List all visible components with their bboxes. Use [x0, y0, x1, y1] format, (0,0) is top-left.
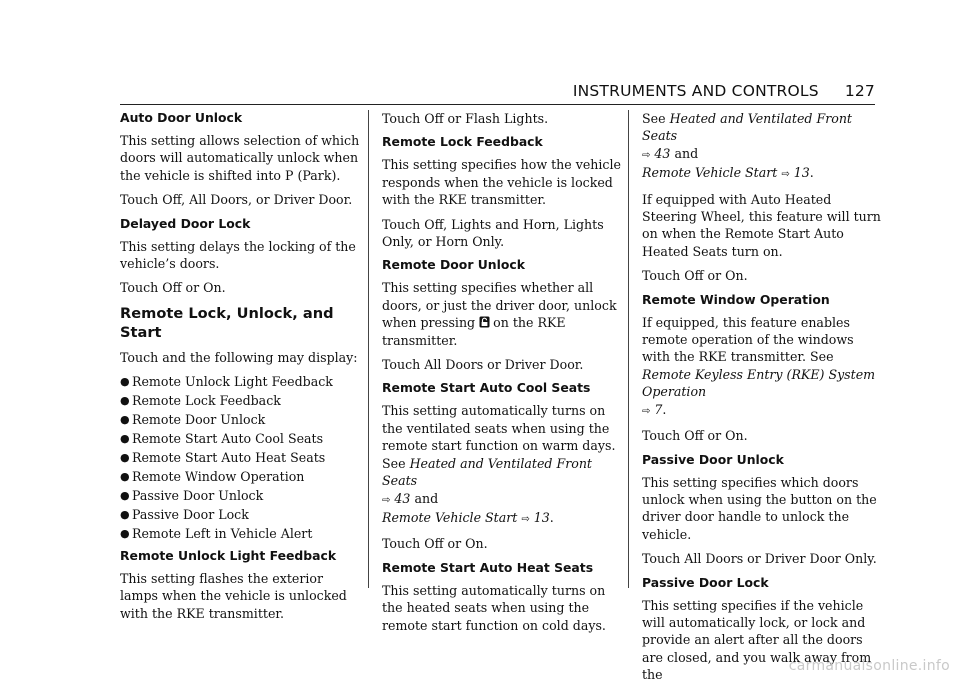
cross-reference[interactable]: Remote Vehicle Start — [642, 165, 778, 181]
column-divider-2 — [628, 110, 629, 588]
page-reference-arrow-icon: ⇨ — [642, 405, 651, 417]
paragraph: Touch Off or Flash Lights. — [382, 111, 549, 126]
settings-list — [120, 373, 360, 542]
column-divider-1 — [368, 110, 369, 588]
list-item: ● Remote Lock Feedback — [120, 393, 281, 409]
list-item: ● Remote Unlock Light Feedback — [120, 374, 333, 390]
paragraph: This setting specifies how the vehicle responds when the vehicle is locked with the RKE transmitter. — [382, 157, 621, 208]
paragraph: This setting automatically turns on the ventilated seats when using the remote start function on warm days. See Heated and Ventilated Front Seats ⇨ 43 and Remote Vehicle Start ⇨ 13. — [382, 403, 616, 525]
paragraph: This setting automatically turns on the heated seats when using the remote start function on cold days. — [382, 582, 606, 633]
section-title: INSTRUMENTS AND CONTROLS — [572, 82, 819, 100]
cross-reference[interactable]: Heated and Ventilated Front Seats — [642, 111, 852, 144]
paragraph: Touch Off or On. — [120, 280, 226, 296]
heading-passive-door-unlock: Passive Door Unlock — [642, 451, 784, 467]
bullet-icon: ● — [120, 488, 130, 502]
list-item: ● Remote Start Auto Cool Seats — [120, 430, 324, 446]
heading-remote-window-operation: Remote Window Operation — [642, 291, 830, 307]
column-1 — [120, 110, 360, 629]
heading-remote-door-unlock: Remote Door Unlock — [382, 257, 525, 273]
page-reference[interactable]: 43 — [394, 490, 411, 506]
page-reference[interactable]: 43 — [654, 145, 671, 161]
header-rule — [120, 104, 875, 105]
rke-unlock-button-icon — [479, 316, 490, 328]
paragraph: Touch Off, All Doors, or Driver Door. — [120, 192, 353, 208]
paragraph: Touch All Doors or Driver Door. — [382, 357, 584, 373]
heading-passive-door-lock: Passive Door Lock — [642, 574, 769, 590]
cross-reference[interactable]: Heated and Ventilated Front Seats — [382, 455, 592, 489]
column-2 — [382, 110, 622, 641]
bullet-icon: ● — [120, 526, 130, 540]
cross-reference[interactable]: Remote Vehicle Start — [382, 509, 518, 525]
paragraph: This setting specifies if the vehicle will automatically lock, or lock and provide an alert after all the doors are closed, and you walk away from the — [642, 597, 872, 683]
heading-remote-start-auto-cool-seats: Remote Start Auto Cool Seats — [382, 380, 591, 396]
list-item: ● Remote Left in Vehicle Alert — [120, 525, 313, 541]
paragraph: Touch All Doors or Driver Door Only. — [642, 551, 877, 567]
page-reference[interactable]: 13 — [793, 165, 810, 181]
bullet-icon: ● — [120, 507, 130, 521]
bullet-icon: ● — [120, 375, 130, 389]
list-item: ● Remote Window Operation — [120, 468, 305, 484]
heading-remote-unlock-light-feedback: Remote Unlock Light Feedback — [120, 547, 337, 563]
bullet-icon: ● — [120, 394, 130, 408]
bullet-icon: ● — [120, 413, 130, 427]
paragraph: Touch and the following may display: — [120, 349, 358, 365]
paragraph: See Heated and Ventilated Front Seats ⇨ 43 and Remote Vehicle Start ⇨ 13. — [642, 111, 852, 181]
heading-remote-lock-unlock-start: Remote Lock, Unlock, and Start — [120, 304, 334, 341]
page-reference-arrow-icon: ⇨ — [642, 149, 651, 161]
page-reference-arrow-icon: ⇨ — [382, 494, 391, 506]
cross-reference[interactable]: Remote Keyless Entry (RKE) System Operation — [642, 366, 876, 400]
page-reference-arrow-icon: ⇨ — [781, 169, 790, 181]
paragraph: This setting allows selection of which doors will automatically unlock when the vehicle is shifted into P (Park). — [120, 133, 360, 183]
list-item: ● Passive Door Lock — [120, 506, 249, 522]
list-item: ● Passive Door Unlock — [120, 487, 264, 503]
page-number: 127 — [844, 82, 875, 100]
paragraph: This setting specifies whether all doors, or just the driver door, unlock when pressing on the RKE transmitter. — [382, 280, 617, 348]
paragraph: Touch Off or On. — [642, 268, 748, 284]
list-item: ● Remote Door Unlock — [120, 412, 266, 428]
paragraph: If equipped, this feature enables remote operation of the windows with the RKE transmitter. See Remote Keyless Entry (RKE) System Operation ⇨ 7. — [642, 314, 876, 417]
heading-auto-door-unlock: Auto Door Unlock — [120, 110, 243, 125]
paragraph: This setting flashes the exterior lamps when the vehicle is unlocked with the RKE transmitter. — [120, 570, 347, 621]
paragraph: This setting delays the locking of the vehicle’s doors. — [120, 238, 356, 272]
bullet-icon: ● — [120, 431, 130, 445]
page-reference-arrow-icon: ⇨ — [521, 513, 530, 525]
paragraph: Touch Off or On. — [382, 536, 488, 552]
bullet-icon: ● — [120, 450, 130, 464]
watermark: carmanualsonline.info — [788, 658, 950, 674]
page-reference[interactable]: 7 — [654, 401, 663, 417]
page-header — [120, 82, 875, 100]
page-reference[interactable]: 13 — [533, 509, 550, 525]
column-3 — [642, 110, 882, 691]
heading-remote-lock-feedback: Remote Lock Feedback — [382, 134, 543, 150]
heading-remote-start-auto-heat-seats: Remote Start Auto Heat Seats — [382, 559, 594, 575]
paragraph: This setting specifies which doors unlock when using the button on the driver door handle to unlock the vehicle. — [642, 474, 877, 542]
paragraph: Touch Off or On. — [642, 428, 748, 444]
list-item: ● Remote Start Auto Heat Seats — [120, 449, 326, 465]
paragraph: Touch Off, Lights and Horn, Lights Only, or Horn Only. — [382, 216, 604, 250]
heading-delayed-door-lock: Delayed Door Lock — [120, 215, 251, 231]
paragraph: If equipped with Auto Heated Steering Wheel, this feature will turn on when the Remote Start Auto Heated Seats turn on. — [642, 191, 881, 259]
bullet-icon: ● — [120, 469, 130, 483]
